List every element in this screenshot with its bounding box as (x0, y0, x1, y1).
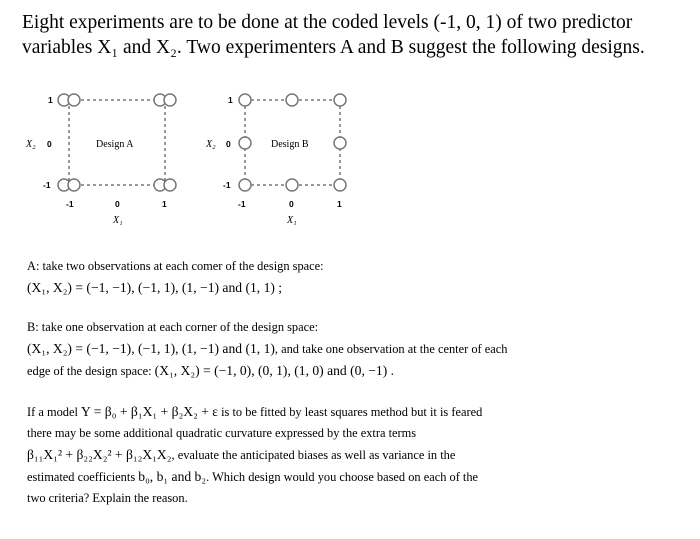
design-a-x-axis-label: X₁ (113, 215, 123, 226)
design-b-point (334, 179, 346, 191)
design-a-diagram (25, 94, 176, 226)
design-a-points-formula: (X₁, X₂) = (−1, −1), (−1, 1), (1, −1) and (1, 1) ; (27, 280, 283, 295)
design-a-y-tick: 1 (48, 95, 53, 105)
heading-line-1: Eight experiments are to be done at the coded levels (-1, 0, 1) of two predictor (22, 12, 633, 33)
design-b-description-text: edge of the design space: (27, 364, 152, 378)
design-b-y-tick: -1 (223, 180, 231, 190)
question-text: there may be some additional quadratic curvature expressed by the extra terms (27, 426, 417, 440)
coefficients-formula: b₀, b₁ and b₂ (138, 469, 207, 484)
design-b-description-line: B: take one observation at each corner of the design space: (27, 320, 319, 334)
design-b-y-tick: 0 (226, 139, 231, 149)
question-text: If a model (27, 405, 78, 419)
design-a-x-tick: 0 (115, 199, 120, 209)
quadratic-terms-formula: β₁₁X₁² + β₂₂X₂² + β₁₂X₁X₂ (27, 447, 172, 462)
design-a-x-tick: 1 (162, 199, 167, 209)
design-a-y-tick: -1 (43, 180, 51, 190)
design-b-x-tick: 1 (337, 199, 342, 209)
design-figure (0, 86, 380, 236)
design-b-point (239, 137, 251, 149)
design-a-point (58, 94, 80, 106)
question-text: estimated coefficients (27, 470, 136, 484)
design-a-y-axis-label: X₂ (26, 139, 36, 150)
design-b-x-tick: 0 (289, 199, 294, 209)
model-formula: Y = β₀ + β₁X₁ + β₂X₂ + ε (81, 404, 218, 419)
design-b-point (286, 179, 298, 191)
design-a-point (154, 179, 176, 191)
design-a-y-tick: 0 (47, 139, 52, 149)
question-text: two criteria? Explain the reason. (27, 491, 188, 505)
question-text: . Which design would you choose based on each of the (206, 470, 479, 484)
design-a-point (58, 179, 80, 191)
design-b-corner-formula: (X₁, X₂) = (−1, −1), (−1, 1), (1, −1) and (1, 1) (27, 341, 275, 356)
design-b-x-tick: -1 (238, 199, 246, 209)
design-a-x-tick: -1 (66, 199, 74, 209)
design-b-point (286, 94, 298, 106)
design-b-description-text: , and take one observation at the center of each (274, 342, 508, 356)
question-text: , evaluate the anticipated biases as well as variance in the (171, 448, 456, 462)
design-b-diagram (205, 94, 346, 226)
design-b-point (334, 137, 346, 149)
design-b-point (239, 179, 251, 191)
design-b-point (334, 94, 346, 106)
design-a-description (27, 256, 677, 298)
design-b-edge-formula: (X₁, X₂) = (−1, 0), (0, 1), (1, 0) and (0, −1) . (154, 363, 395, 378)
question-body (27, 401, 677, 509)
design-b-y-tick: 1 (228, 95, 233, 105)
design-b-description (27, 317, 677, 382)
design-b-label: Design B (271, 139, 309, 150)
design-a-point (154, 94, 176, 106)
design-a-description-line: A: take two observations at each comer of the design space: (27, 259, 324, 273)
design-a-label: Design A (96, 139, 134, 150)
heading-line-2: variables X₁ and X₂. Two experimenters A and B suggest the following designs. (22, 37, 645, 58)
question-text: is to be fitted by least squares method but it is feared (221, 405, 483, 419)
question-heading (22, 10, 692, 60)
design-b-y-axis-label: X₂ (206, 139, 216, 150)
design-b-point (239, 94, 251, 106)
design-b-x-axis-label: X₁ (287, 215, 297, 226)
